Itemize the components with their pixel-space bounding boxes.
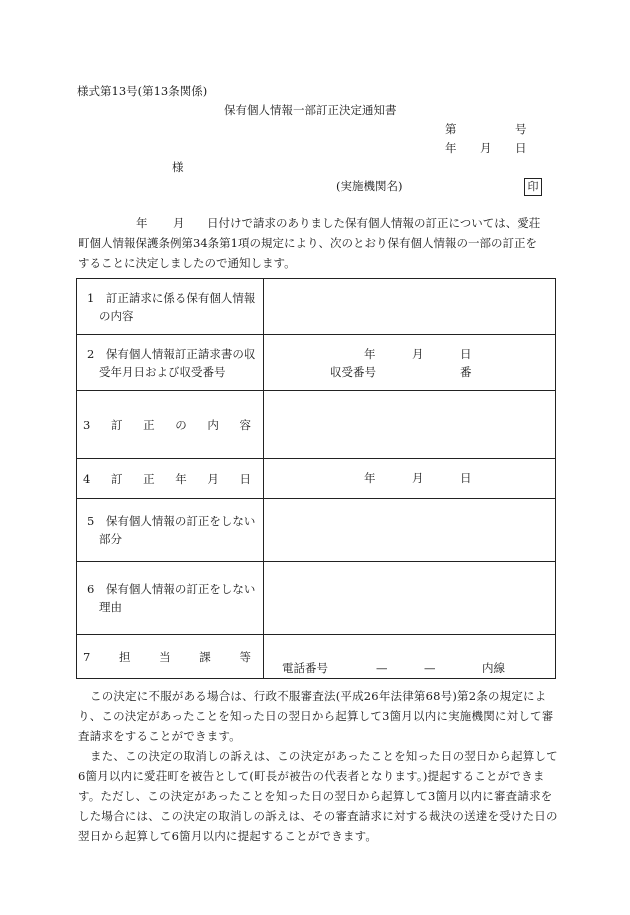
row-label: 2 保有個人情報訂正請求書の収受年月日および収受番号 — [77, 335, 264, 391]
table-row — [77, 391, 556, 459]
form-number: 様式第13号(第13条関係) — [77, 84, 208, 98]
header-date-month: 月 — [480, 141, 492, 155]
table-row — [77, 499, 556, 562]
correction-year: 年 — [364, 471, 376, 485]
document-title: 保有個人情報一部訂正決定通知書 — [224, 103, 397, 117]
phone-dash-2: — — [424, 661, 436, 675]
extension-label: 内線 — [482, 661, 505, 675]
row-label: 1 訂正請求に係る保有個人情報の内容 — [77, 279, 264, 335]
row-value-receipt[interactable] — [264, 335, 556, 391]
row-label: 4 訂 正 年 月 日 — [77, 459, 264, 499]
intro-month: 月 — [173, 216, 185, 230]
table-row — [77, 279, 556, 335]
row-value-uncorrected-part[interactable] — [264, 499, 556, 562]
row-value-content[interactable] — [264, 391, 556, 459]
seal-mark: 印 — [524, 178, 542, 196]
intro-line1: 日付けで請求のありました保有個人情報の訂正については、愛荘 — [207, 216, 541, 230]
receipt-month: 月 — [412, 347, 424, 361]
row-value-info[interactable] — [264, 279, 556, 335]
receipt-number-label: 収受番号 — [330, 365, 376, 379]
intro-line3: することに決定しましたので通知します。 — [78, 256, 296, 270]
header-date-day: 日 — [515, 141, 527, 155]
notice-paragraph-2: また、この決定の取消しの訴えは、この決定があったことを知った日の翌日から起算して6箇月以内に愛荘町を被告として(町長が被告の代表者となります。)提起することができます。ただし、この決定があったことを知った日の翌日から起算して3箇月以内に審査請求をした場合には、この決定の取消しの訴えは、その審査請求に対する裁決の送達を受けた日の翌日から起算して6箇月以内に提起することができます。 — [78, 749, 558, 843]
doc-number-go: 号 — [515, 122, 527, 136]
correction-month: 月 — [412, 471, 424, 485]
receipt-year: 年 — [364, 347, 376, 361]
row-label: 3 訂 正 の 内 容 — [77, 391, 264, 459]
doc-number-dai: 第 — [445, 122, 457, 136]
addressee-suffix: 様 — [172, 160, 184, 174]
agency-name: (実施機関名) — [336, 179, 403, 193]
table-row — [77, 562, 556, 635]
table-row — [77, 635, 556, 679]
row-label: 5 保有個人情報の訂正をしない部分 — [77, 499, 264, 562]
notice-paragraph-1: この決定に不服がある場合は、行政不服審査法(平成26年法律第68号)第2条の規定により、この決定があったことを知った日の翌日から起算して3箇月以内に実施機関に対して審査請求をすることができます。 — [78, 689, 554, 743]
header-date-year: 年 — [445, 141, 457, 155]
row-label: 7 担 当 課 等 — [77, 635, 264, 679]
table-row — [77, 335, 556, 391]
phone-dash-1: — — [376, 661, 388, 675]
correction-day: 日 — [460, 471, 472, 485]
row-label: 6 保有個人情報の訂正をしない理由 — [77, 562, 264, 635]
table-row — [77, 459, 556, 499]
receipt-day: 日 — [460, 347, 472, 361]
row-value-department[interactable] — [264, 635, 556, 679]
intro-year: 年 — [136, 216, 148, 230]
row-value-reason[interactable] — [264, 562, 556, 635]
correction-table — [76, 278, 556, 679]
row-value-correction-date[interactable] — [264, 459, 556, 499]
phone-label: 電話番号 — [282, 661, 328, 675]
intro-line2: 町個人情報保護条例第34条第1項の規定により、次のとおり保有個人情報の一部の訂正を — [78, 236, 537, 250]
receipt-ban: 番 — [460, 365, 472, 379]
